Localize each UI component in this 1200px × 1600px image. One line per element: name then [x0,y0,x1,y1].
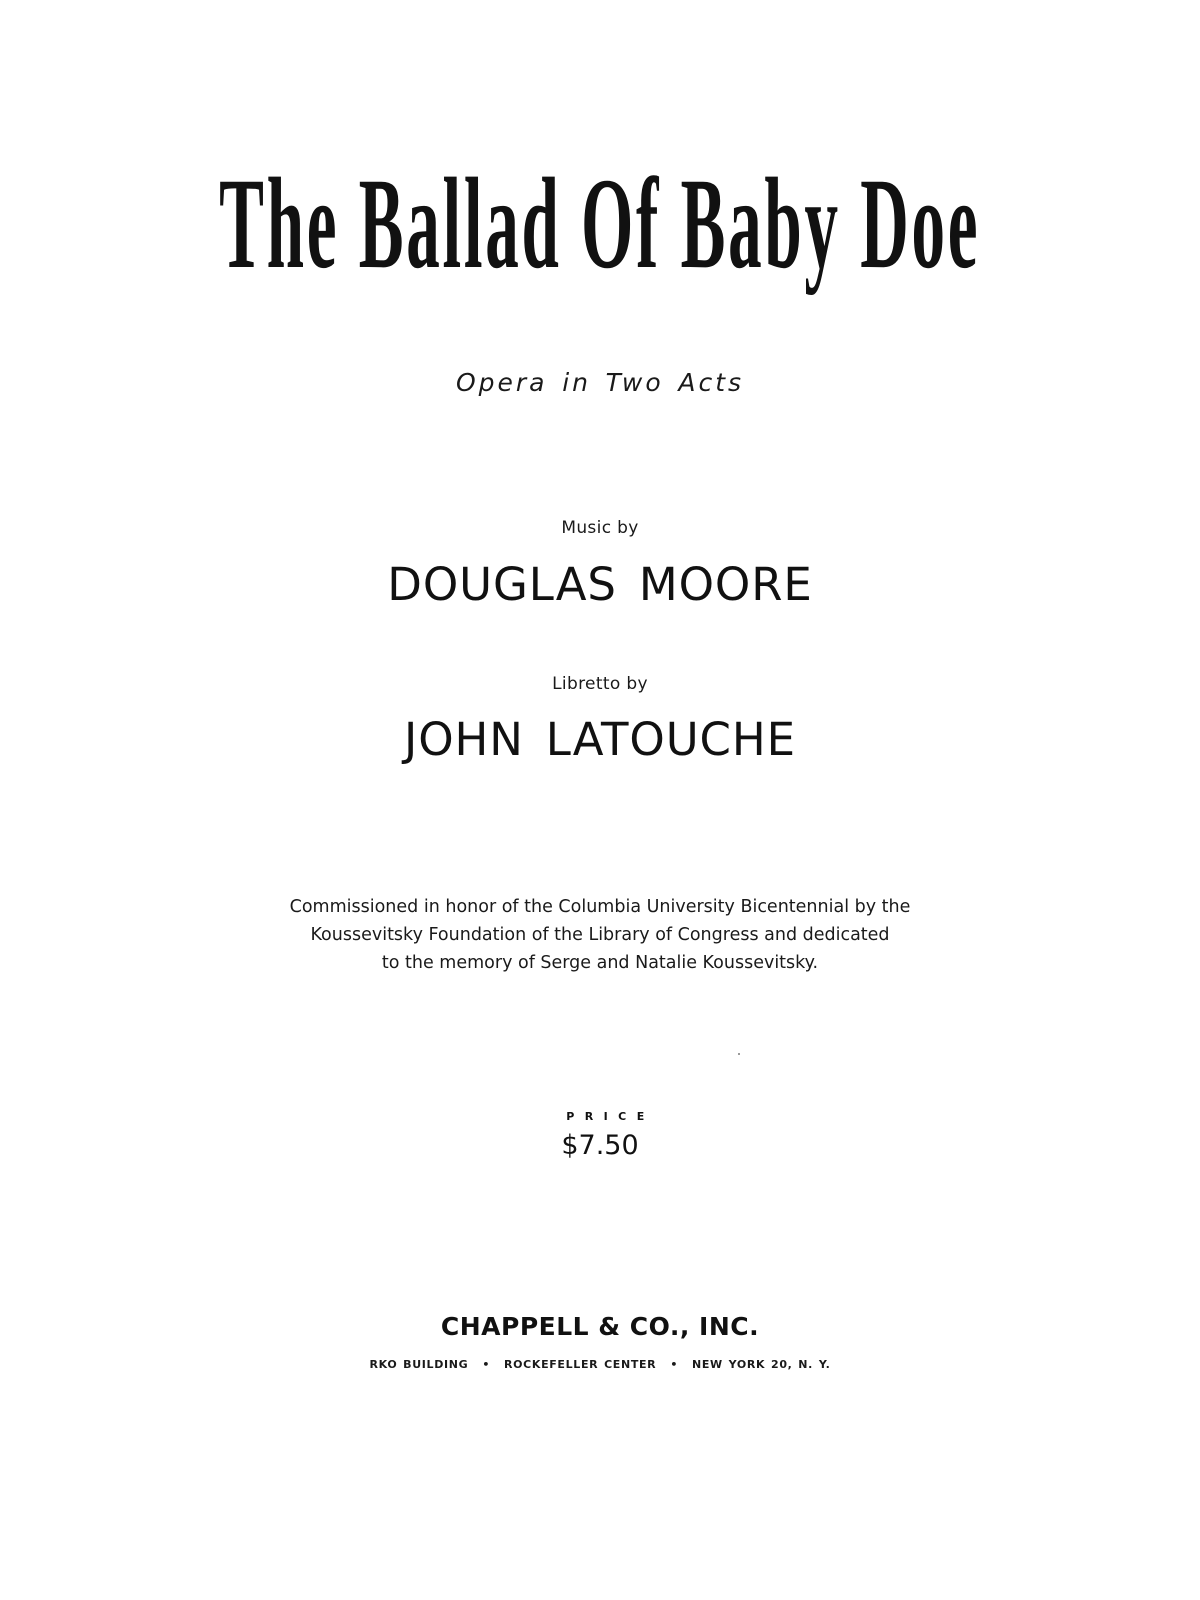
libretto-by-label: Libretto by [552,674,648,694]
librettist-name: JOHN LATOUCHE [404,713,796,766]
commission-line-1: Commissioned in honor of the Columbia University Bicentennial by the [289,897,911,917]
opera-title-block [0,160,1200,320]
price-label: PRICE [566,1110,655,1123]
commission-line-3: to the memory of Serge and Natalie Koussevitsky. [381,953,819,973]
composer-name: DOUGLAS MOORE [387,558,813,611]
music-by-label: Music by [561,518,639,538]
address-separator: • [670,1358,679,1371]
address-building: RKO BUILDING [369,1358,469,1371]
opera-title: The Ballad Of Baby Doe [219,160,981,297]
address-center: ROCKEFELLER CENTER [504,1358,657,1371]
address-city: NEW YORK 20, N. Y. [692,1358,831,1371]
print-speck [738,1053,740,1055]
commission-note [0,893,1200,977]
price-value: $7.50 [561,1130,639,1161]
publisher-name: CHAPPELL & CO., INC. [440,1312,760,1341]
opera-subtitle: Opera in Two Acts [455,368,745,397]
address-separator: • [482,1358,491,1371]
publisher-address [0,1358,1200,1371]
commission-line-2: Koussevitsky Foundation of the Library of Congress and dedicated [310,925,890,945]
